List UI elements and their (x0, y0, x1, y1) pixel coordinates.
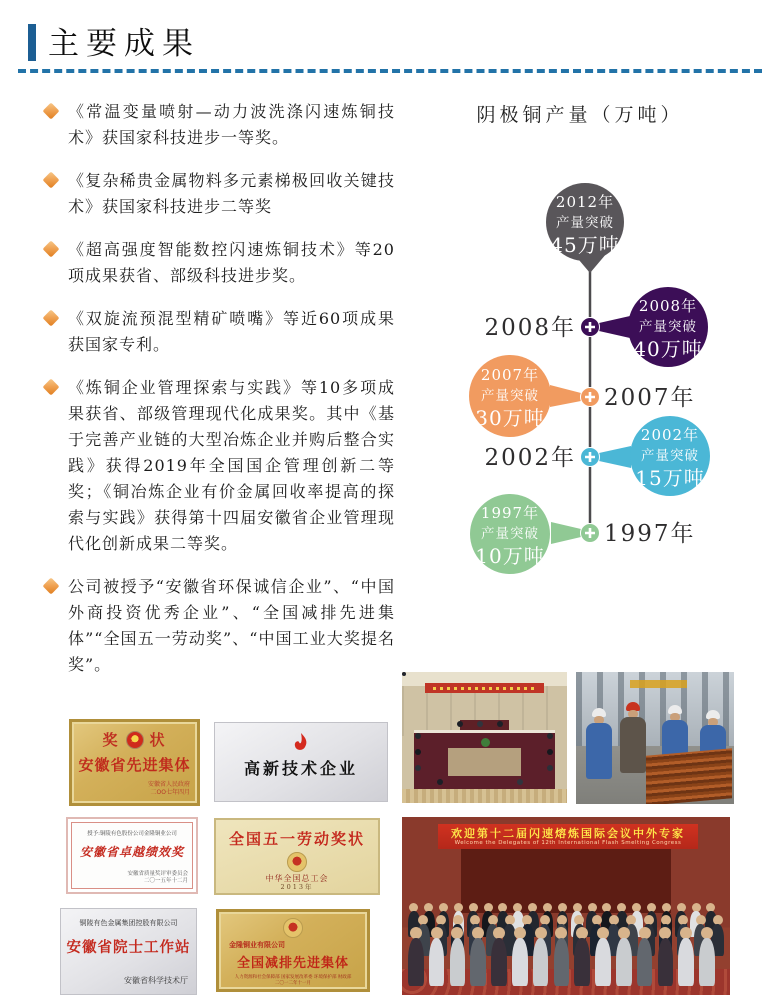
list-item (45, 237, 395, 289)
production-timeline-chart (400, 155, 760, 605)
list-item (45, 306, 395, 358)
svg-text:产量突破: 产量突破 (641, 448, 699, 464)
certificate-footer: 中华全国总工会 2013年 (265, 874, 329, 891)
plaque-academician-workstation (60, 908, 197, 995)
achievement-text: 公司被授予“安徽省环保诚信企业”、“中国外商投资优秀企业”、“全国减排先进集体”“全国五一劳动奖”、“中国工业大奖提名奖”。 (68, 577, 395, 674)
plaque-company: 金隆铜业有限公司 (229, 941, 285, 949)
union-emblem-icon (287, 852, 307, 872)
diamond-bullet-icon (43, 241, 60, 258)
plaque-title: 安徽省院士工作站 (66, 940, 191, 956)
diamond-bullet-icon (43, 172, 60, 189)
award-plaque-high-tech (214, 722, 388, 802)
achievement-text: 《超高强度智能数控闪速炼铜技术》等20项成果获省、部级科技进步奖。 (68, 240, 395, 285)
svg-text:45万吨: 45万吨 (550, 233, 620, 257)
plaque-heading: 状 (149, 731, 167, 749)
achievement-text: 《双旋流预混型精矿喷嘴》等近60项成果获国家专利。 (68, 309, 395, 354)
person-figure (637, 927, 653, 986)
person-figure (533, 927, 549, 986)
achievement-text: 《常温变量喷射—动力波洗涤闪速炼铜技术》获国家科技进步一等奖。 (68, 102, 395, 147)
person-figure (658, 927, 674, 986)
photo-workers-copper-cathodes (576, 672, 734, 804)
milestone-1997 (470, 494, 696, 574)
plaque-title: 高新技术企业 (243, 759, 358, 778)
person-figure (491, 927, 507, 986)
svg-text:2012年: 2012年 (555, 193, 615, 211)
meeting-head-table (460, 720, 510, 730)
svg-text:30万吨: 30万吨 (475, 406, 545, 430)
photo-board-meeting (402, 672, 567, 803)
factory-sign (630, 680, 687, 688)
page-title: 主要成果 (48, 26, 200, 62)
achievement-text: 《复杂稀贵金属物料多元素梯极回收关键技术》获国家科技进步二等奖 (68, 171, 395, 216)
achievement-list (45, 99, 395, 695)
plaque-heading: 奖 (102, 731, 120, 749)
award-plaque-anhui-advanced-group (69, 719, 200, 806)
person-figure (429, 927, 445, 986)
copper-cathode-stack (646, 748, 732, 804)
meeting-banner (425, 683, 544, 693)
person-figure (450, 927, 466, 986)
person-figure (408, 927, 424, 986)
person-figure (595, 927, 611, 986)
certificate-may-first-labor (214, 818, 380, 895)
person-figure (616, 927, 632, 986)
svg-text:15万吨: 15万吨 (635, 466, 705, 490)
certificate-title: 全国五一劳动奖状 (228, 830, 365, 848)
certificate-excellence-award (66, 817, 198, 894)
plaque-title: 全国减排先进集体 (236, 956, 349, 971)
year-label: 2002年 (484, 445, 576, 471)
list-item (45, 574, 395, 678)
diamond-bullet-icon (43, 310, 60, 327)
title-accent-bar (28, 24, 36, 61)
person-figure (678, 927, 694, 986)
diamond-bullet-icon (43, 578, 60, 595)
certificate-footer: 安徽省质量奖评审委员会 二〇一五年十二月 (127, 871, 188, 884)
certificate-title: 安徽省卓越绩效奖 (79, 845, 184, 859)
national-emblem-icon: ★ (126, 731, 144, 749)
plaque-emission-reduction (216, 909, 370, 992)
person-figure (574, 927, 590, 986)
banner-text-cn: 欢迎第十二届闪速熔炼国际会议中外专家 (450, 827, 685, 840)
svg-text:产量突破: 产量突破 (556, 215, 614, 231)
svg-text:2002年: 2002年 (640, 426, 700, 444)
banner-text-en: Welcome the Delegates of 12th International Flash Smelting Congress (454, 840, 682, 846)
person-figure (554, 927, 570, 986)
dashed-divider (18, 69, 762, 73)
svg-text:40万吨: 40万吨 (633, 337, 703, 361)
year-label: 1997年 (604, 521, 696, 547)
plaque-footer: 安徽省人民政府 二OO七年四月 (147, 781, 190, 796)
diamond-bullet-icon (43, 103, 60, 120)
list-item (45, 375, 395, 557)
certificate-recipient: 授予:铜陵有色股份公司金隆铜业公司 (87, 831, 177, 837)
worker-figure (616, 702, 650, 773)
worker-figure (582, 708, 616, 779)
achievement-text: 《炼铜企业管理探索与实践》等10多项成果获省、部级管理现代化成果奖。其中《基于完善产业链的大型冶炼企业并购后整合实践》获得2019年全国国企管理创新二等奖；《铜冶炼企业有价金属回收率提高的探索与实践》获得第十四届安徽省企业管理现代化创新成果二等奖。 (68, 378, 395, 553)
svg-text:2008年: 2008年 (638, 297, 698, 315)
svg-text:产量突破: 产量突破 (639, 319, 697, 335)
milestone-2012 (546, 183, 624, 273)
list-item (45, 168, 395, 220)
person-figure (512, 927, 528, 986)
svg-text:1997年: 1997年 (480, 504, 540, 522)
person-figure (699, 927, 715, 986)
torch-flame-icon (291, 732, 311, 754)
list-item (45, 99, 395, 151)
meeting-floor (402, 789, 567, 803)
plaque-footer: 安徽省科学技术厅 (124, 976, 188, 985)
svg-text:10万吨: 10万吨 (475, 544, 545, 568)
chart-title: 阴极铜产量（万吨） (476, 104, 684, 126)
diamond-bullet-icon (43, 379, 60, 396)
svg-text:产量突破: 产量突破 (481, 526, 539, 542)
congress-banner (438, 824, 698, 849)
plaque-company: 铜陵有色金属集团控股有限公司 (79, 919, 178, 927)
milestone-2008 (484, 287, 708, 367)
year-label: 2007年 (604, 385, 696, 411)
plaque-title: 安徽省先进集体 (78, 756, 191, 774)
svg-text:2007年: 2007年 (480, 366, 540, 384)
national-emblem-icon (283, 918, 303, 938)
year-label: 2008年 (484, 315, 576, 341)
plaque-footer: 人力资源和社会保障部 国家发展改革委 环境保护部 财政部 二〇一二年十一月 (234, 975, 352, 986)
person-figure (470, 927, 486, 986)
svg-text:产量突破: 产量突破 (481, 388, 539, 404)
photo-congress-group (402, 817, 730, 995)
meeting-attendees (402, 672, 406, 676)
